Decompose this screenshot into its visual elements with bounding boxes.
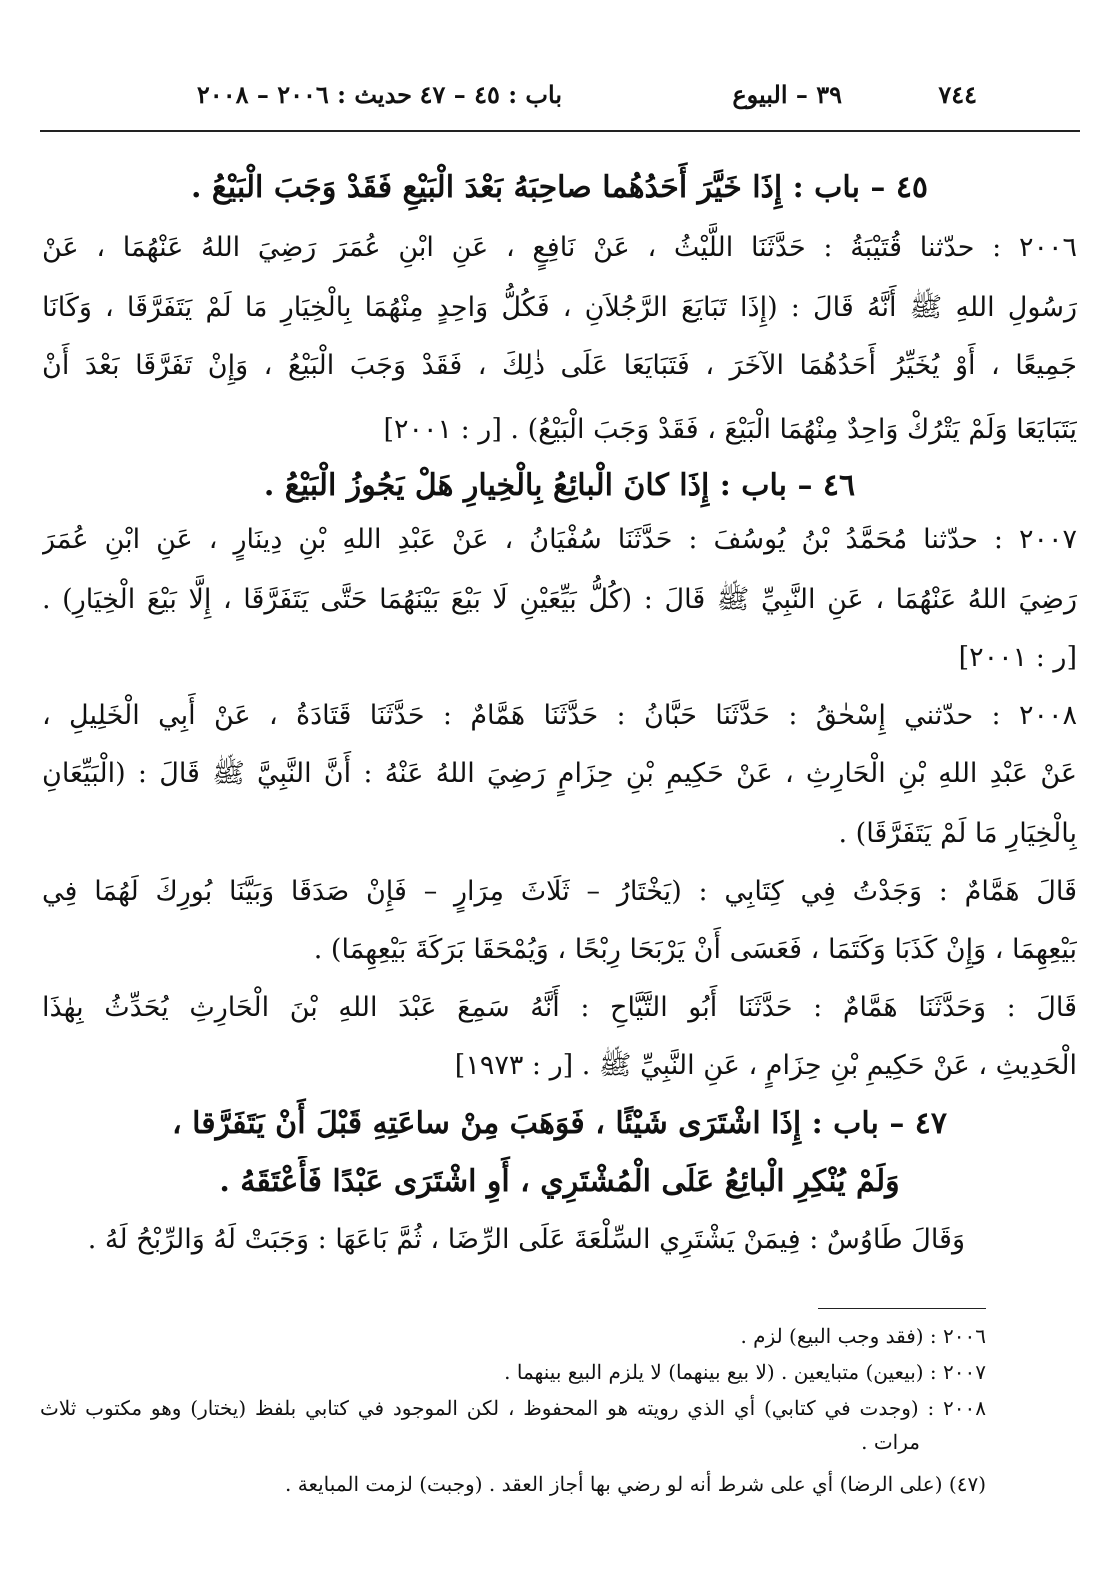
- text-line: عَنْ عَبْدِ اللهِ بْنِ الْحَارِثِ ، عَنْ حَكِيمِ بْنِ حِزَامٍ رَضِيَ اللهُ عَنْهُ : أَنَّ النَّبِيَّ ﷺ قَالَ : (الْبَيِّعَانِ: [42, 758, 1077, 789]
- chapter-heading-47: ٤٧ – باب : إِذَا اشْتَرَى شَيْئًا ، فَوَهَبَ مِنْ ساعَتِهِ قَبْلَ أَنْ يَتَفَرَّقا ،: [171, 1106, 948, 1141]
- footnote-rule: [818, 1308, 986, 1309]
- text-line: قَالَ : وَحَدَّثَنَا هَمَّامٌ : حَدَّثَنَا أَبُو التَّيَّاحِ : أَنَّهُ سَمِعَ عَبْدَ اللهِ بْنَ الْحَارِثِ يُحَدِّثُ بِهٰذَا: [42, 992, 1077, 1023]
- header-rule: [40, 130, 1080, 132]
- text-line: قَالَ هَمَّامٌ : وَجَدْتُ فِي كِتَابِي : (يَخْتَارُ – ثَلَاثَ مِرَارٍ – فَإِنْ صَدَقَا وَبَيَّنَا بُورِكَ لَهُمَا فِي: [42, 876, 1077, 907]
- footnote-47: (٤٧) (على الرضا) أي على شرط أنه لو رضي بها أجاز العقد . (وجبت) لزمت المبايعة .: [285, 1472, 986, 1496]
- footnote-2008-cont: مرات .: [861, 1430, 920, 1454]
- chapter-heading-46: ٤٦ – باب : إِذَا كانَ الْبائِعُ بِالْخِيارِ هَلْ يَجُوزُ الْبَيْعُ .: [263, 468, 856, 503]
- text-line: يَتَبَايَعَا وَلَمْ يَتْرُكْ وَاحِدٌ مِنْهُمَا الْبَيْعَ ، فَقَدْ وَجَبَ الْبَيْعُ) . [ر : ٢٠٠١]: [383, 414, 1077, 445]
- text-line: وَقَالَ طَاوُسٌ : فِيمَنْ يَشْتَرِي السِّلْعَةَ عَلَى الرِّضَا ، ثُمَّ بَاعَهَا : وَجَبَتْ لَهُ وَالرِّبْحُ لَهُ .: [87, 1224, 965, 1255]
- chapter-range: باب : ٤٥ – ٤٧: [419, 80, 562, 109]
- text-line: رَسُولِ اللهِ ﷺ أَنَّهُ قَالَ : (إِذَا تَبَايَعَ الرَّجُلاَنِ ، فَكُلُّ وَاحِدٍ مِنْهُمَا بِالْخِيَارِ مَا لَمْ يَتَفَرَّقَا ، وَكَانَا: [42, 292, 1077, 323]
- text-line: الْحَدِيثِ ، عَنْ حَكِيمِ بْنِ حِزَامٍ ، عَنِ النَّبِيِّ ﷺ . [ر : ١٩٧٣]: [454, 1050, 1077, 1081]
- text-line: بَيْعِهِمَا ، وَإِنْ كَذَبَا وَكَتَمَا ، فَعَسَى أَنْ يَرْبَحَا رِبْحًا ، وَيُمْحَقَا بَرَكَةَ بَيْعِهِمَا) .: [313, 934, 1077, 965]
- footnote-2006: ٢٠٠٦ : (فقد وجب البيع) لزم .: [740, 1324, 986, 1348]
- footnote-2007: ٢٠٠٧ : (بيعين) متبايعين . (لا بيع بينهما) لا يلزم البيع بينهما .: [504, 1360, 986, 1384]
- text-line: رَضِيَ اللهُ عَنْهُمَا ، عَنِ النَّبِيِّ ﷺ قَالَ : (كُلُّ بَيِّعَيْنِ لَا بَيْعَ بَيْنَهُمَا حَتَّى يَتَفَرَّقَا ، إِلَّا بَيْعَ الْخِيَارِ) .: [42, 584, 1077, 615]
- footnote-2008: ٢٠٠٨ : (وجدت في كتابي) أي الذي رويته هو المحفوظ ، لكن الموجود في كتابي بلفظ (يختار) وهو مكتوب ثلاث: [40, 1396, 986, 1420]
- hadith-range: حديث : ٢٠٠٦ – ٢٠٠٨: [196, 80, 412, 109]
- chapter-heading-47-cont: وَلَمْ يُنْكِرِ الْبائِعُ عَلَى الْمُشْتَرِي ، أَوِ اشْتَرَى عَبْدًا فَأَعْتَقَهُ .: [219, 1164, 900, 1199]
- chapter-heading-45: ٤٥ – باب : إِذَا خَيَّرَ أَحَدُهُما صاحِبَهُ بَعْدَ الْبَيْعِ فَقَدْ وَجَبَ الْبَيْعُ .: [190, 170, 929, 205]
- page-number: ٧٤٤: [938, 80, 977, 109]
- text-line: ٢٠٠٦ : حدّثنا قُتَيْبَةُ : حَدَّثَنَا اللَّيْثُ ، عَنْ نَافِعٍ ، عَنِ ابْنِ عُمَرَ رَضِيَ اللهُ عَنْهُمَا ، عَنْ: [42, 232, 1077, 263]
- text-line: بِالْخِيَارِ مَا لَمْ يَتَفَرَّقَا) .: [838, 818, 1077, 849]
- text-line: ٢٠٠٨ : حدّثني إِسْحٰقُ : حَدَّثَنَا حَبَّانُ : حَدَّثَنَا هَمَّامٌ : حَدَّثَنَا قَتَادَةُ ، عَنْ أَبِي الْخَلِيلِ ،: [42, 700, 1077, 731]
- text-line: [ر : ٢٠٠١]: [958, 642, 1077, 673]
- book-title: ٣٩ – البيوع: [732, 80, 842, 109]
- text-line: جَمِيعًا ، أَوْ يُخَيِّرُ أَحَدُهُمَا الآخَرَ ، فَتَبَايَعَا عَلَى ذٰلِكَ ، فَقَدْ وَجَبَ الْبَيْعُ ، وَإِنْ تَفَرَّقَا بَعْدَ أَنْ: [42, 350, 1077, 381]
- text-line: ٢٠٠٧ : حدّثنا مُحَمَّدُ بْنُ يُوسُفَ : حَدَّثَنَا سُفْيَانُ ، عَنْ عَبْدِ اللهِ بْنِ دِينَارٍ ، عَنِ ابْنِ عُمَرَ: [42, 524, 1077, 555]
